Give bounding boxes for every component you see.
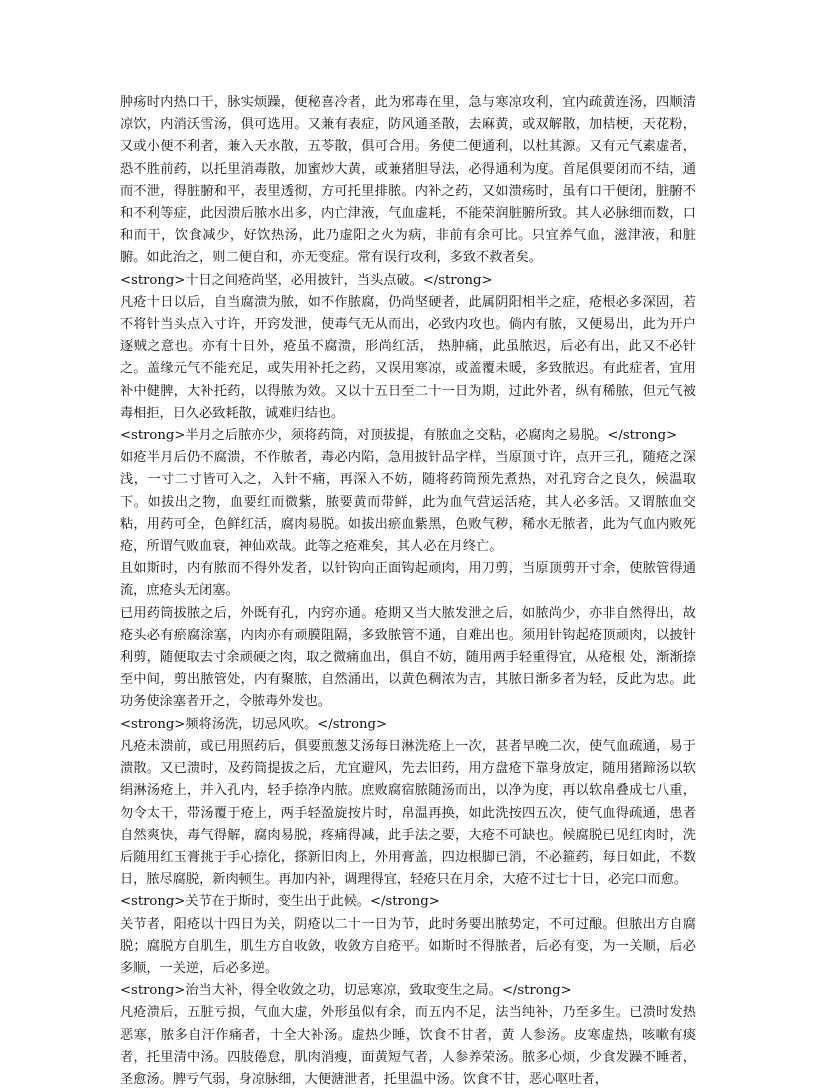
heading-2: <strong>半月之后脓亦少，须将药筒，对顶拔提，有脓血之交粘，必腐肉之易脱。</strong> xyxy=(120,428,678,444)
paragraph-6: 凡疮未溃前，或已用照药后，俱要煎葱艾汤每日淋洗疮上一次，甚者早晚二次，使气血疏通，易于溃散。又已溃时，及药筒提拔之后，尤宜避风，先去旧药，用方盘疮下靠身放定，随用猪蹄汤以软绢淋汤疮上，并入孔内，轻手捺净内脓。庶败腐宿脓随汤而出，以净为度，再以软帛叠成七八重，勿令太干，带汤覆于疮上，两手轻盈旋按片时，帛温再换，如此洗按四五次，使气血得疏通，患者自然爽快，毒气得解，腐肉易脱，疼痛得减，此手法之要，大疮不可缺也。候腐脱已见红肉时，洗后随用红玉膏挑于手心捺化，搽新旧肉上，外用膏盖，四边根脚已消，不必箍药，每日如此，不数日，脓尽腐脱，新肉顿生。再加内补，调理得宜，轻疮只在月余，大疮不过七十日，必完口而愈。 xyxy=(120,738,696,888)
heading-1: <strong>十日之间疮尚坚，必用披针，当头点破。</strong> xyxy=(120,272,493,288)
paragraph-2: 凡疮十日以后，自当腐溃为脓，如不作脓腐，仍尚坚硬者，此属阴阳相半之症，疮根必多深固，若不将针当头点入寸许，开窍发泄，使毒气无从而出，必致内攻也。倘内有脓，又便易出，此为开户逐贼之意也。亦有十日外，疮虽不腐溃，形尚红活， 热肿痛，此虽脓迟，后必有出，此又不必针之。盖缘元气不能充足，或失用补托之药，又误用寒凉，或盖覆未暖，多致脓迟。有此症者，宜用补中健脾，大补托药，以得脓为效。又以十五日至二十一日为期，过此外者，纵有稀脓，但元气被毒相拒，日久必致耗散，诚难归结也。 xyxy=(120,294,696,421)
paragraph-3: 如疮半月后仍不腐溃，不作脓者，毒必内陷，急用披针品字样，当原顶寸许，点开三孔，随疮之深浅，一寸二寸皆可入之，入针不痛，再深入不妨，随将药筒预先煮热，对孔窍合之良久，候温取下。如拔出之物，血要红而微紫，脓要黄而带鲜，此为血气营运活疮，其人必多活。又谓脓血交粘，用药可全，色鲜红活，腐肉易脱。如拔出瘀血紫黑，色败气秽，稀水无脓者，此为气血内败死疮，所谓气败血衰，神仙欢哉。此等之疮难矣，其人必在月终亡。 xyxy=(120,450,696,555)
heading-4: <strong>关节在于斯时，变生出于此候。</strong> xyxy=(120,894,440,910)
paragraph-4: 且如斯时，内有脓而不得外发者，以针钩向正面钩起顽肉，用刀剪，当原顶剪开寸余，使脓管得通流，庶疮头无闭塞。 xyxy=(120,561,696,599)
document-page xyxy=(120,92,696,1091)
paragraph-7: 关节者，阳疮以十四日为关，阴疮以二十一日为节，此时务要出脓势定，不可过酿。但脓出方自腐脱；腐脱方自肌生，肌生方自收敛，收敛方自疮平。如斯时不得脓者，后必有变，为一关顺，后必多顺，一关逆，后必多逆。 xyxy=(120,916,696,976)
heading-5: <strong>治当大补，得全收敛之功，切忌寒凉，致取变生之局。</strong> xyxy=(120,983,572,999)
paragraph-1: 肿疡时内热口干，脉实烦躁，便秘喜冷者，此为邪毒在里，急与寒凉攻利，宜内疏黄连汤，四顺清凉饮，内消沃雪汤，俱可选用。又兼有表症，防风通圣散，去麻黄，或双解散，加桔梗，天花粉，又或小便不利者，兼入天水散，五苓散，俱可合用。务使二便通利，以杜其源。又有元气素虚者，恐不胜前药，以托里消毒散，加蜜炒大黄，或兼猪胆导法，必得通利为度。首尾俱要闭而不结，通而不泄，得脏腑和平，表里透彻，方可托里排脓。内补之药，又如溃疡时，虽有口干便闭，脏腑不和不利等症，此因溃后脓水出多，内亡津液，气血虚耗，不能荣润脏腑所致。其人必脉细而数，口和而干，饮食减少，好饮热汤，此乃虚阳之火为病，非前有余可比。只宜养气血，滋津液，和脏腑。如此治之，则二便自和，亦无变症。常有误行攻利，多致不救者矣。 xyxy=(120,95,696,266)
heading-3: <strong>频将汤洗，切忌风吹。</strong> xyxy=(120,716,388,732)
paragraph-5: 已用药筒拔脓之后，外既有孔，内窍亦通。疮期又当大脓发泄之后，如脓尚少，亦非自然得出，故疮头必有瘀腐涂塞，内肉亦有顽膜阻隔，多致脓管不通，自难出也。须用针钩起疮顶顽肉，以披针利剪，随便取去寸余顽硬之肉，取之微痛血出，俱自不妨，随用两手轻重得宜，从疮根 处，渐渐捺至中间，剪出脓管处，内有聚脓，自然涌出，以黄色稠浓为吉，其脓日渐多者为轻，反此为忠。此功务使涂塞者开之，令脓毒外发也。 xyxy=(120,605,696,710)
paragraph-8: 凡疮溃后，五脏亏损，气血大虚，外形虽似有余，而五内不足，法当纯补，乃至多生。已溃时发热恶寒，脓多自汗作痛者，十全大补汤。虚热少睡，饮食不甘者，黄 人参汤。皮寒虚热，咳嗽有痰者，托里清中汤。四肢倦怠，肌肉消瘦，面黄短气者，人参养荣汤。脓多心烦，少食发躁不睡者，圣愈汤。脾亏气弱，身凉脉细，大便溏泄者，托里温中汤。饮食不甘，恶心呕吐者， xyxy=(120,1005,696,1087)
